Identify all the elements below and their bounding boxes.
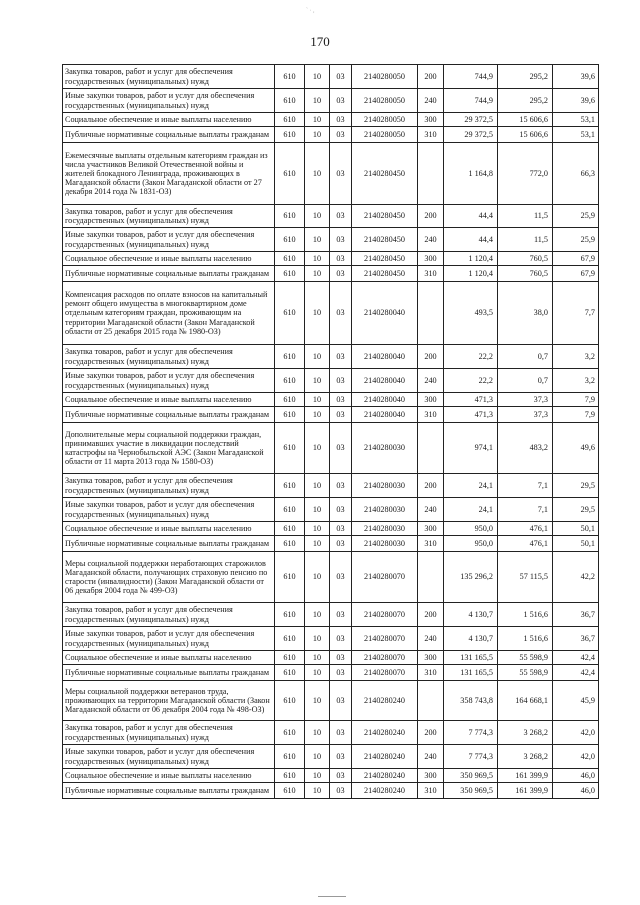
executed-amount-cell: 3 268,2 [498, 745, 553, 769]
code-subsection-cell: 03 [330, 252, 352, 266]
code-subsection-cell: 03 [330, 721, 352, 745]
code-admin-cell: 610 [275, 745, 305, 769]
target-code-cell: 2140280240 [352, 769, 418, 783]
executed-amount-cell: 760,5 [498, 252, 553, 266]
code-subsection-cell: 03 [330, 536, 352, 552]
expense-type-cell: 300 [418, 522, 444, 536]
code-admin-cell: 610 [275, 89, 305, 113]
row-name-cell: Дополнительные меры социальной поддержки граждан, принимавших участие в ликвидации последствий катастрофы на Чернобыльской АЭС (Закон Магаданской области от 11 марта 2013 года № 1580-ОЗ) [63, 423, 275, 474]
executed-amount-cell: 161 399,9 [498, 783, 553, 799]
executed-amount-cell: 0,7 [498, 369, 553, 393]
execution-percent-cell: 7,7 [553, 282, 599, 345]
executed-amount-cell: 15 606,6 [498, 127, 553, 143]
planned-amount-cell: 131 165,5 [444, 651, 498, 665]
code-admin-cell: 610 [275, 769, 305, 783]
row-name-cell: Социальное обеспечение и иные выплаты населению [63, 769, 275, 783]
code-section-cell: 10 [305, 345, 330, 369]
code-admin-cell: 610 [275, 205, 305, 228]
target-code-cell: 2140280240 [352, 721, 418, 745]
table-row [63, 89, 599, 113]
planned-amount-cell: 974,1 [444, 423, 498, 474]
code-admin-cell: 610 [275, 603, 305, 627]
code-subsection-cell: 03 [330, 65, 352, 89]
budget-table [62, 64, 599, 799]
executed-amount-cell: 164 668,1 [498, 681, 553, 721]
target-code-cell: 2140280030 [352, 474, 418, 498]
execution-percent-cell: 36,7 [553, 603, 599, 627]
row-name-cell: Иные закупки товаров, работ и услуг для обеспечения государственных (муниципальных) нужд [63, 627, 275, 651]
executed-amount-cell: 476,1 [498, 522, 553, 536]
planned-amount-cell: 493,5 [444, 282, 498, 345]
code-subsection-cell: 03 [330, 522, 352, 536]
planned-amount-cell: 44,4 [444, 228, 498, 252]
execution-percent-cell: 45,9 [553, 681, 599, 721]
code-admin-cell: 610 [275, 143, 305, 205]
execution-percent-cell: 29,5 [553, 474, 599, 498]
row-name-cell: Социальное обеспечение и иные выплаты населению [63, 522, 275, 536]
code-admin-cell: 610 [275, 252, 305, 266]
code-admin-cell: 610 [275, 552, 305, 603]
code-section-cell: 10 [305, 89, 330, 113]
code-admin-cell: 610 [275, 228, 305, 252]
table-row [63, 205, 599, 228]
expense-type-cell: 310 [418, 127, 444, 143]
code-subsection-cell: 03 [330, 266, 352, 282]
code-subsection-cell: 03 [330, 498, 352, 522]
target-code-cell: 2140280050 [352, 113, 418, 127]
row-name-cell: Публичные нормативные социальные выплаты гражданам [63, 665, 275, 681]
planned-amount-cell: 22,2 [444, 369, 498, 393]
expense-type-cell [418, 423, 444, 474]
target-code-cell: 2140280070 [352, 552, 418, 603]
execution-percent-cell: 39,6 [553, 65, 599, 89]
target-code-cell: 2140280450 [352, 266, 418, 282]
executed-amount-cell: 3 268,2 [498, 721, 553, 745]
target-code-cell: 2140280070 [352, 665, 418, 681]
expense-type-cell: 310 [418, 783, 444, 799]
row-name-cell: Социальное обеспечение и иные выплаты населению [63, 651, 275, 665]
row-name-cell: Иные закупки товаров, работ и услуг для обеспечения государственных (муниципальных) нужд [63, 498, 275, 522]
code-subsection-cell: 03 [330, 113, 352, 127]
expense-type-cell: 300 [418, 769, 444, 783]
execution-percent-cell: 66,3 [553, 143, 599, 205]
code-section-cell: 10 [305, 681, 330, 721]
table-row [63, 681, 599, 721]
target-code-cell: 2140280050 [352, 65, 418, 89]
row-name-cell: Публичные нормативные социальные выплаты гражданам [63, 536, 275, 552]
row-name-cell: Публичные нормативные социальные выплаты гражданам [63, 127, 275, 143]
planned-amount-cell: 950,0 [444, 536, 498, 552]
target-code-cell: 2140280040 [352, 393, 418, 407]
planned-amount-cell: 350 969,5 [444, 769, 498, 783]
execution-percent-cell: 7,9 [553, 393, 599, 407]
code-section-cell: 10 [305, 369, 330, 393]
expense-type-cell: 240 [418, 369, 444, 393]
expense-type-cell: 200 [418, 205, 444, 228]
code-section-cell: 10 [305, 113, 330, 127]
table-row [63, 721, 599, 745]
expense-type-cell: 310 [418, 407, 444, 423]
row-name-cell: Социальное обеспечение и иные выплаты населению [63, 252, 275, 266]
execution-percent-cell: 53,1 [553, 127, 599, 143]
code-subsection-cell: 03 [330, 745, 352, 769]
code-section-cell: 10 [305, 522, 330, 536]
table-row [63, 266, 599, 282]
code-section-cell: 10 [305, 252, 330, 266]
target-code-cell: 2140280040 [352, 369, 418, 393]
code-subsection-cell: 03 [330, 345, 352, 369]
code-admin-cell: 610 [275, 127, 305, 143]
table-row [63, 603, 599, 627]
planned-amount-cell: 135 296,2 [444, 552, 498, 603]
execution-percent-cell: 53,1 [553, 113, 599, 127]
target-code-cell: 2140280050 [352, 127, 418, 143]
target-code-cell: 2140280450 [352, 143, 418, 205]
code-section-cell: 10 [305, 665, 330, 681]
code-subsection-cell: 03 [330, 89, 352, 113]
row-name-cell: Иные закупки товаров, работ и услуг для обеспечения государственных (муниципальных) нужд [63, 745, 275, 769]
table-row [63, 393, 599, 407]
table-row [63, 143, 599, 205]
planned-amount-cell: 471,3 [444, 407, 498, 423]
execution-percent-cell: 25,9 [553, 205, 599, 228]
planned-amount-cell: 1 120,4 [444, 252, 498, 266]
table-row [63, 369, 599, 393]
table-body [63, 65, 599, 799]
target-code-cell: 2140280030 [352, 536, 418, 552]
planned-amount-cell: 24,1 [444, 498, 498, 522]
execution-percent-cell: 42,0 [553, 745, 599, 769]
planned-amount-cell: 22,2 [444, 345, 498, 369]
expense-type-cell: 200 [418, 65, 444, 89]
expense-type-cell: 200 [418, 474, 444, 498]
target-code-cell: 2140280070 [352, 627, 418, 651]
target-code-cell: 2140280040 [352, 407, 418, 423]
planned-amount-cell: 4 130,7 [444, 627, 498, 651]
code-subsection-cell: 03 [330, 681, 352, 721]
execution-percent-cell: 36,7 [553, 627, 599, 651]
target-code-cell: 2140280240 [352, 681, 418, 721]
code-subsection-cell: 03 [330, 552, 352, 603]
planned-amount-cell: 744,9 [444, 65, 498, 89]
code-subsection-cell: 03 [330, 205, 352, 228]
table-row [63, 423, 599, 474]
execution-percent-cell: 67,9 [553, 266, 599, 282]
executed-amount-cell: 7,1 [498, 498, 553, 522]
executed-amount-cell: 760,5 [498, 266, 553, 282]
row-name-cell: Меры социальной поддержки ветеранов труда, проживающих на территории Магаданской области (Закон Магаданской области от 06 декабря 2004 года № 498-ОЗ) [63, 681, 275, 721]
code-section-cell: 10 [305, 423, 330, 474]
executed-amount-cell: 57 115,5 [498, 552, 553, 603]
code-subsection-cell: 03 [330, 783, 352, 799]
code-admin-cell: 610 [275, 651, 305, 665]
code-admin-cell: 610 [275, 627, 305, 651]
table-row [63, 407, 599, 423]
executed-amount-cell: 11,5 [498, 228, 553, 252]
code-admin-cell: 610 [275, 266, 305, 282]
code-section-cell: 10 [305, 627, 330, 651]
code-subsection-cell: 03 [330, 127, 352, 143]
table-row [63, 627, 599, 651]
code-section-cell: 10 [305, 498, 330, 522]
planned-amount-cell: 744,9 [444, 89, 498, 113]
row-name-cell: Компенсация расходов по оплате взносов на капитальный ремонт общего имущества в многоквартирном доме отдельным категориям граждан, проживающим на территории Магаданской области (Закон Магаданской области от 25 декабря 2015 года № 1980-ОЗ) [63, 282, 275, 345]
executed-amount-cell: 1 516,6 [498, 627, 553, 651]
table-row [63, 665, 599, 681]
planned-amount-cell: 4 130,7 [444, 603, 498, 627]
row-name-cell: Закупка товаров, работ и услуг для обеспечения государственных (муниципальных) нужд [63, 474, 275, 498]
code-subsection-cell: 03 [330, 393, 352, 407]
code-section-cell: 10 [305, 769, 330, 783]
code-subsection-cell: 03 [330, 627, 352, 651]
execution-percent-cell: 67,9 [553, 252, 599, 266]
code-admin-cell: 610 [275, 393, 305, 407]
row-name-cell: Закупка товаров, работ и услуг для обеспечения государственных (муниципальных) нужд [63, 721, 275, 745]
execution-percent-cell: 46,0 [553, 783, 599, 799]
code-section-cell: 10 [305, 407, 330, 423]
code-admin-cell: 610 [275, 423, 305, 474]
code-subsection-cell: 03 [330, 282, 352, 345]
code-subsection-cell: 03 [330, 423, 352, 474]
executed-amount-cell: 1 516,6 [498, 603, 553, 627]
expense-type-cell: 200 [418, 345, 444, 369]
execution-percent-cell: 49,6 [553, 423, 599, 474]
execution-percent-cell: 25,9 [553, 228, 599, 252]
table-row [63, 252, 599, 266]
scan-artifact: ` · , [306, 8, 315, 14]
execution-percent-cell: 42,4 [553, 665, 599, 681]
executed-amount-cell: 483,2 [498, 423, 553, 474]
executed-amount-cell: 476,1 [498, 536, 553, 552]
planned-amount-cell: 131 165,5 [444, 665, 498, 681]
planned-amount-cell: 1 120,4 [444, 266, 498, 282]
row-name-cell: Закупка товаров, работ и услуг для обеспечения государственных (муниципальных) нужд [63, 603, 275, 627]
target-code-cell: 2140280450 [352, 252, 418, 266]
row-name-cell: Социальное обеспечение и иные выплаты населению [63, 113, 275, 127]
target-code-cell: 2140280030 [352, 522, 418, 536]
code-section-cell: 10 [305, 266, 330, 282]
code-subsection-cell: 03 [330, 474, 352, 498]
execution-percent-cell: 42,2 [553, 552, 599, 603]
planned-amount-cell: 1 164,8 [444, 143, 498, 205]
row-name-cell: Закупка товаров, работ и услуг для обеспечения государственных (муниципальных) нужд [63, 65, 275, 89]
expense-type-cell: 240 [418, 627, 444, 651]
expense-type-cell [418, 552, 444, 603]
code-subsection-cell: 03 [330, 407, 352, 423]
expense-type-cell: 200 [418, 603, 444, 627]
code-subsection-cell: 03 [330, 651, 352, 665]
expense-type-cell: 300 [418, 651, 444, 665]
table-row [63, 228, 599, 252]
execution-percent-cell: 3,2 [553, 369, 599, 393]
row-name-cell: Публичные нормативные социальные выплаты гражданам [63, 783, 275, 799]
planned-amount-cell: 358 743,8 [444, 681, 498, 721]
code-section-cell: 10 [305, 603, 330, 627]
code-subsection-cell: 03 [330, 228, 352, 252]
executed-amount-cell: 15 606,6 [498, 113, 553, 127]
row-name-cell: Ежемесячные выплаты отдельным категориям граждан из числа участников Великой Отечественной войны и жителей блокадного Ленинграда, проживающих в Магаданской области (Закон Магаданской области от 27 декабря 2014 года № 1831-ОЗ) [63, 143, 275, 205]
expense-type-cell: 310 [418, 665, 444, 681]
executed-amount-cell: 37,3 [498, 407, 553, 423]
planned-amount-cell: 7 774,3 [444, 721, 498, 745]
table-row [63, 282, 599, 345]
execution-percent-cell: 39,6 [553, 89, 599, 113]
expense-type-cell: 300 [418, 393, 444, 407]
target-code-cell: 2140280070 [352, 603, 418, 627]
row-name-cell: Публичные нормативные социальные выплаты гражданам [63, 407, 275, 423]
execution-percent-cell: 7,9 [553, 407, 599, 423]
code-section-cell: 10 [305, 536, 330, 552]
code-section-cell: 10 [305, 228, 330, 252]
expense-type-cell [418, 282, 444, 345]
target-code-cell: 2140280450 [352, 205, 418, 228]
planned-amount-cell: 950,0 [444, 522, 498, 536]
executed-amount-cell: 38,0 [498, 282, 553, 345]
table-row [63, 522, 599, 536]
execution-percent-cell: 50,1 [553, 522, 599, 536]
expense-type-cell: 300 [418, 113, 444, 127]
planned-amount-cell: 7 774,3 [444, 745, 498, 769]
executed-amount-cell: 0,7 [498, 345, 553, 369]
table-row [63, 474, 599, 498]
executed-amount-cell: 55 598,9 [498, 665, 553, 681]
expense-type-cell: 200 [418, 721, 444, 745]
table-row [63, 651, 599, 665]
code-section-cell: 10 [305, 393, 330, 407]
expense-type-cell: 310 [418, 536, 444, 552]
planned-amount-cell: 29 372,5 [444, 127, 498, 143]
row-name-cell: Меры социальной поддержки неработающих старожилов Магаданской области, получающих страховую пенсию по старости (инвалидности) (Закон Магаданской области от 06 декабря 2004 года № 499-ОЗ) [63, 552, 275, 603]
code-section-cell: 10 [305, 127, 330, 143]
code-section-cell: 10 [305, 783, 330, 799]
row-name-cell: Иные закупки товаров, работ и услуг для обеспечения государственных (муниципальных) нужд [63, 228, 275, 252]
code-section-cell: 10 [305, 282, 330, 345]
code-admin-cell: 610 [275, 536, 305, 552]
target-code-cell: 2140280030 [352, 423, 418, 474]
execution-percent-cell: 42,0 [553, 721, 599, 745]
code-section-cell: 10 [305, 721, 330, 745]
code-admin-cell: 610 [275, 345, 305, 369]
executed-amount-cell: 295,2 [498, 65, 553, 89]
executed-amount-cell: 161 399,9 [498, 769, 553, 783]
target-code-cell: 2140280040 [352, 282, 418, 345]
code-admin-cell: 610 [275, 681, 305, 721]
code-subsection-cell: 03 [330, 769, 352, 783]
execution-percent-cell: 50,1 [553, 536, 599, 552]
table-row [63, 65, 599, 89]
code-admin-cell: 610 [275, 783, 305, 799]
row-name-cell: Закупка товаров, работ и услуг для обеспечения государственных (муниципальных) нужд [63, 345, 275, 369]
expense-type-cell: 300 [418, 252, 444, 266]
code-admin-cell: 610 [275, 407, 305, 423]
code-admin-cell: 610 [275, 369, 305, 393]
executed-amount-cell: 55 598,9 [498, 651, 553, 665]
code-section-cell: 10 [305, 205, 330, 228]
code-admin-cell: 610 [275, 282, 305, 345]
target-code-cell: 2140280070 [352, 651, 418, 665]
executed-amount-cell: 772,0 [498, 143, 553, 205]
code-admin-cell: 610 [275, 113, 305, 127]
row-name-cell: Иные закупки товаров, работ и услуг для обеспечения государственных (муниципальных) нужд [63, 89, 275, 113]
expense-type-cell: 240 [418, 745, 444, 769]
table-row [63, 498, 599, 522]
expense-type-cell: 310 [418, 266, 444, 282]
code-section-cell: 10 [305, 474, 330, 498]
row-name-cell: Иные закупки товаров, работ и услуг для обеспечения государственных (муниципальных) нужд [63, 369, 275, 393]
code-subsection-cell: 03 [330, 369, 352, 393]
target-code-cell: 2140280450 [352, 228, 418, 252]
planned-amount-cell: 471,3 [444, 393, 498, 407]
table-row [63, 783, 599, 799]
target-code-cell: 2140280240 [352, 783, 418, 799]
scan-artifact-line [318, 896, 346, 897]
code-admin-cell: 610 [275, 522, 305, 536]
executed-amount-cell: 295,2 [498, 89, 553, 113]
execution-percent-cell: 46,0 [553, 769, 599, 783]
code-section-cell: 10 [305, 143, 330, 205]
planned-amount-cell: 24,1 [444, 474, 498, 498]
planned-amount-cell: 29 372,5 [444, 113, 498, 127]
execution-percent-cell: 3,2 [553, 345, 599, 369]
target-code-cell: 2140280050 [352, 89, 418, 113]
code-subsection-cell: 03 [330, 143, 352, 205]
table-row [63, 536, 599, 552]
execution-percent-cell: 42,4 [553, 651, 599, 665]
code-admin-cell: 610 [275, 65, 305, 89]
target-code-cell: 2140280030 [352, 498, 418, 522]
table-row [63, 113, 599, 127]
code-admin-cell: 610 [275, 721, 305, 745]
target-code-cell: 2140280040 [352, 345, 418, 369]
expense-type-cell [418, 143, 444, 205]
row-name-cell: Социальное обеспечение и иные выплаты населению [63, 393, 275, 407]
row-name-cell: Закупка товаров, работ и услуг для обеспечения государственных (муниципальных) нужд [63, 205, 275, 228]
code-section-cell: 10 [305, 65, 330, 89]
target-code-cell: 2140280240 [352, 745, 418, 769]
code-section-cell: 10 [305, 745, 330, 769]
table-row [63, 127, 599, 143]
planned-amount-cell: 44,4 [444, 205, 498, 228]
executed-amount-cell: 7,1 [498, 474, 553, 498]
expense-type-cell: 240 [418, 89, 444, 113]
table-row [63, 769, 599, 783]
page-number: 170 [310, 34, 330, 49]
executed-amount-cell: 37,3 [498, 393, 553, 407]
code-admin-cell: 610 [275, 498, 305, 522]
planned-amount-cell: 350 969,5 [444, 783, 498, 799]
row-name-cell: Публичные нормативные социальные выплаты гражданам [63, 266, 275, 282]
expense-type-cell: 240 [418, 498, 444, 522]
table-row [63, 345, 599, 369]
code-section-cell: 10 [305, 552, 330, 603]
expense-type-cell [418, 681, 444, 721]
expense-type-cell: 240 [418, 228, 444, 252]
code-admin-cell: 610 [275, 474, 305, 498]
table-row [63, 745, 599, 769]
executed-amount-cell: 11,5 [498, 205, 553, 228]
code-admin-cell: 610 [275, 665, 305, 681]
table-row [63, 552, 599, 603]
code-section-cell: 10 [305, 651, 330, 665]
code-subsection-cell: 03 [330, 603, 352, 627]
execution-percent-cell: 29,5 [553, 498, 599, 522]
code-subsection-cell: 03 [330, 665, 352, 681]
